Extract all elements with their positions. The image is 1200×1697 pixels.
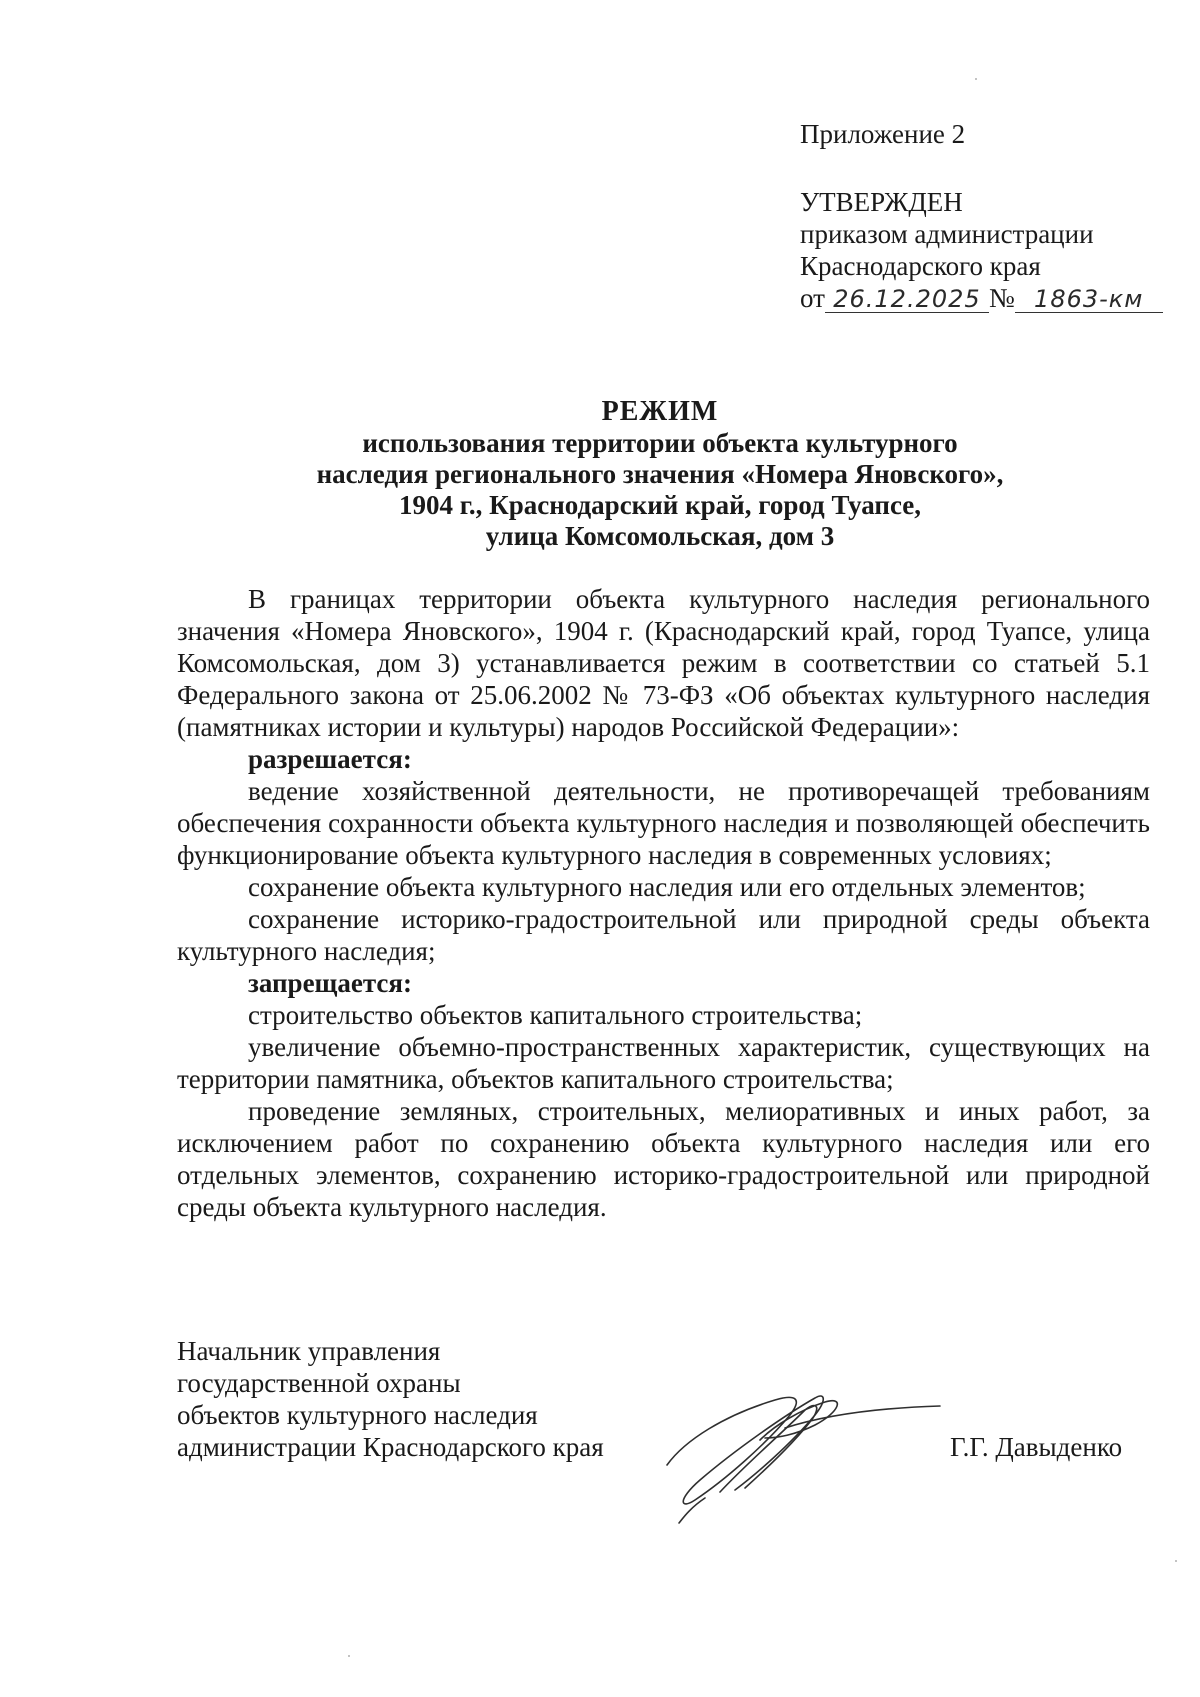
document-title	[260, 396, 1060, 552]
document-body	[177, 583, 1150, 1223]
position-line: администрации Краснодарского края	[177, 1432, 604, 1462]
scan-speck	[1175, 1560, 1177, 1562]
title-line: улица Комсомольская, дом 3	[485, 521, 835, 551]
position-line: государственной охраны	[177, 1368, 461, 1398]
forbidden-item: проведение земляных, строительных, мелиоративных и иных работ, за исключением работ по сохранению объекта культурного наследия или его отдельных элементов, сохранению историко-градостроительной или природной среды объекта культурного наследия.	[177, 1096, 1150, 1222]
intro-paragraph: В границах территории объекта культурного наследия регионального значения «Номера Яновского», 1904 г. (Краснодарский край, город Туапсе, улица Комсомольская, дом 3) устанавливается режим в соответствии со статьей 5.1 Федерального закона от 25.06.2002 № 73-ФЗ «Об объектах культурного наследия (памятниках истории и культуры) народов Российской Федерации»:	[177, 584, 1150, 742]
title-line: наследия регионального значения «Номера Яновского»,	[316, 459, 1004, 489]
handwritten-number: 1863-км	[1015, 286, 1163, 313]
signatory-name: Г.Г. Давыденко	[950, 1432, 1123, 1462]
allowed-item: сохранение историко-градостроительной или природной среды объекта культурного наследия;	[177, 904, 1150, 966]
handwritten-date: 26.12.2025	[825, 286, 989, 313]
signatory-position	[177, 1335, 604, 1463]
title-main: РЕЖИМ	[601, 396, 719, 427]
title-line: использования территории объекта культурного	[362, 428, 958, 458]
date-prefix: от	[800, 283, 825, 313]
scan-speck	[348, 1655, 350, 1657]
position-line: Начальник управления	[177, 1336, 441, 1366]
allowed-heading: разрешается	[248, 744, 403, 774]
approval-date-line	[800, 282, 1163, 314]
handwritten-signature-icon	[665, 1380, 945, 1525]
scan-speck	[975, 78, 977, 80]
forbidden-item: строительство объектов капитального строительства;	[248, 1000, 863, 1030]
allowed-item: сохранение объекта культурного наследия или его отдельных элементов;	[248, 872, 1086, 902]
forbidden-heading: запрещается	[248, 968, 404, 998]
position-line: объектов культурного наследия	[177, 1400, 538, 1430]
allowed-heading-paragraph: разрешается:	[248, 744, 412, 774]
appendix-label: Приложение 2	[800, 119, 966, 149]
forbidden-item: увеличение объемно-пространственных характеристик, существующих на территории памятника, объектов капитального строительства;	[177, 1032, 1150, 1094]
approval-block	[800, 118, 1163, 314]
allowed-item: ведение хозяйственной деятельности, не противоречащей требованиям обеспечения сохранности объекта культурного наследия и позволяющей обеспечить функционирование объекта культурного наследия в современных условиях;	[177, 776, 1150, 870]
approval-line-1: приказом администрации	[800, 219, 1094, 249]
approved-label: УТВЕРЖДЕН	[800, 187, 963, 217]
approval-line-2: Краснодарского края	[800, 251, 1041, 281]
number-prefix: №	[988, 283, 1015, 313]
title-line: 1904 г., Краснодарский край, город Туапсе,	[398, 490, 922, 520]
forbidden-heading-paragraph: запрещается:	[248, 968, 413, 998]
